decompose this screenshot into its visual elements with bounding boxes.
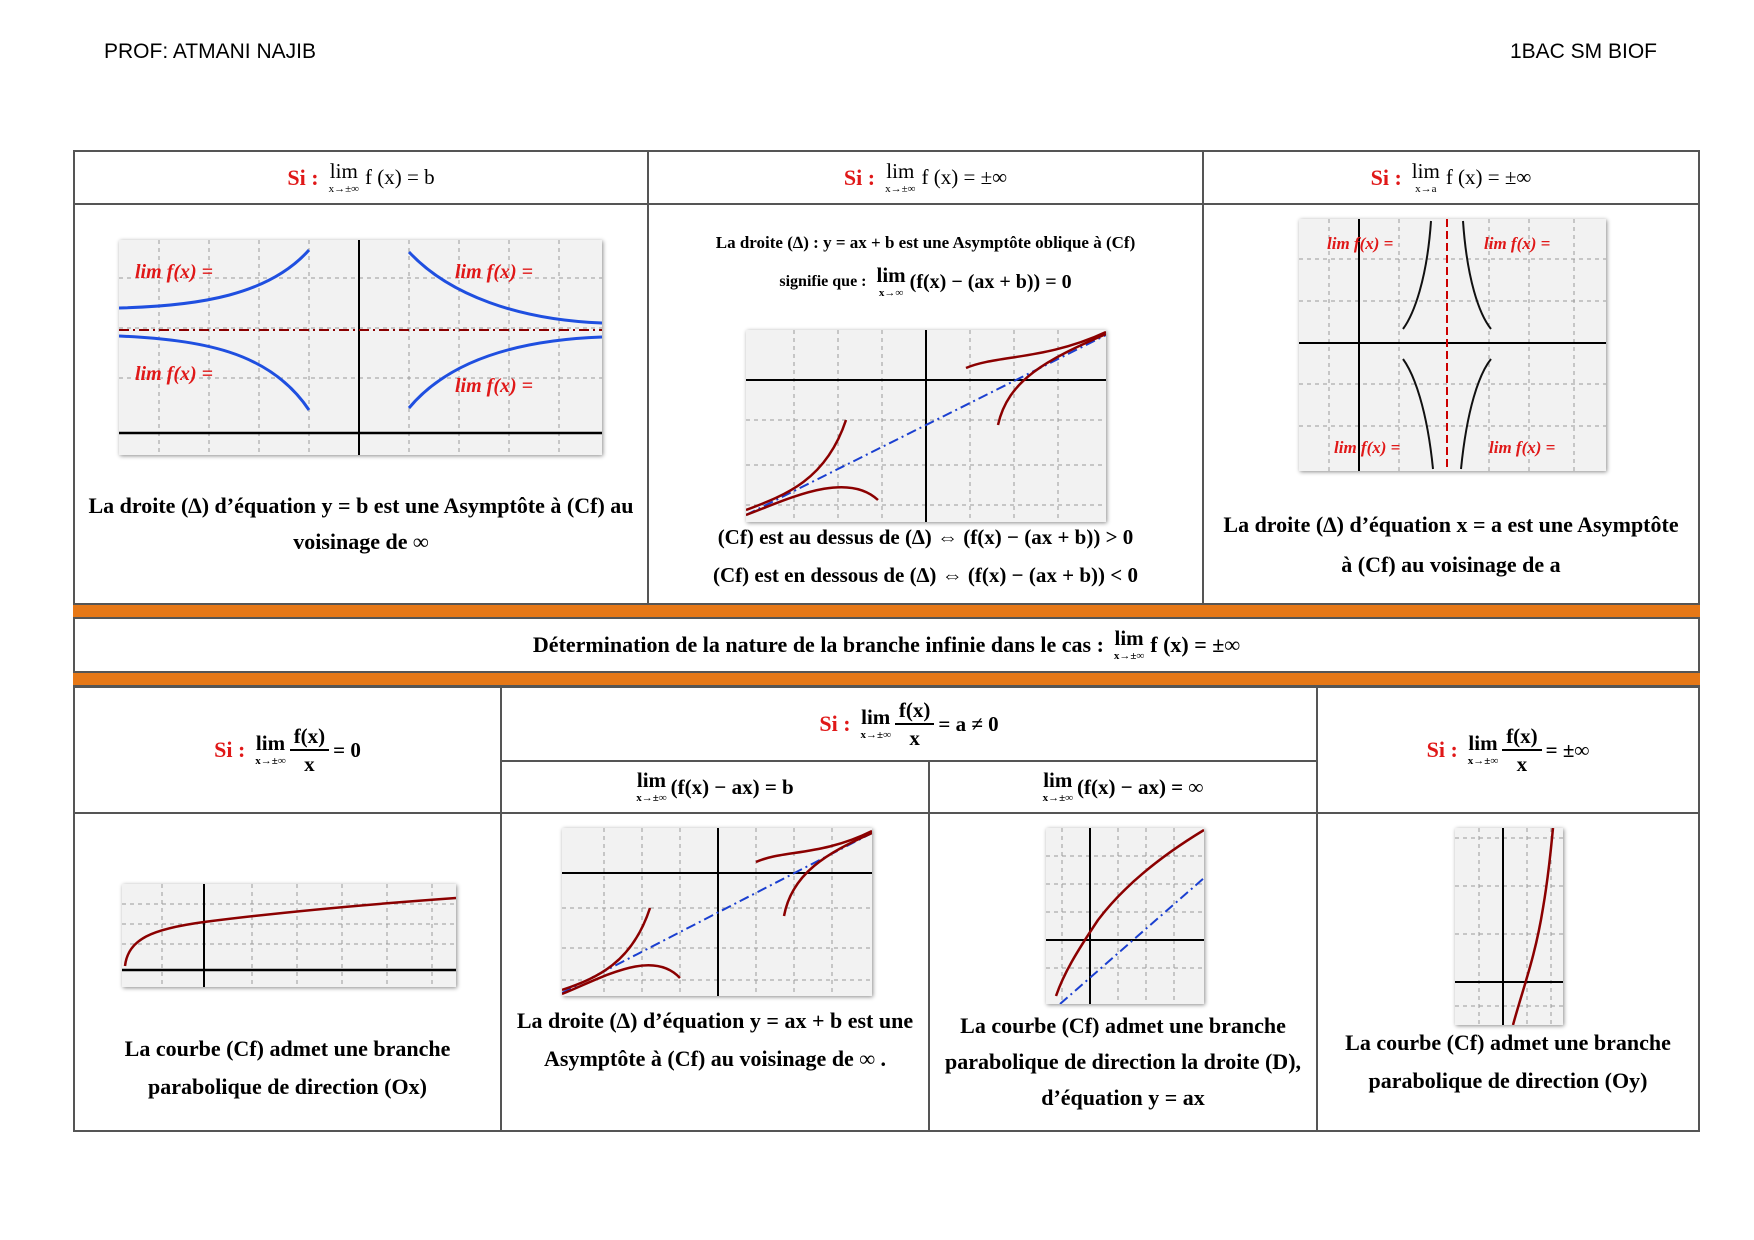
plot-label: lim f(x) = <box>135 363 214 385</box>
row1-col1-content <box>73 203 649 605</box>
row1-col1-condition <box>73 150 649 205</box>
row1-col2-condition <box>647 150 1204 205</box>
direction-oy-text: La courbe (Cf) admet une branche parabolique de direction (Oy) <box>1345 1030 1671 1093</box>
author-label: PROF: ATMANI NAJIB <box>104 40 316 63</box>
plot-label: lim f(x) = <box>1327 234 1394 253</box>
limit: lim x→±∞ <box>328 158 359 195</box>
direction-ox-plot <box>122 884 456 987</box>
limit: lim x→±∞ <box>885 158 916 195</box>
row2-col2a-content <box>500 812 930 1132</box>
direction-line-plot <box>1046 828 1204 1004</box>
condition-expr: f (x) = b <box>365 165 435 189</box>
row2-col1-content <box>73 812 502 1132</box>
condition-result: = ±∞ <box>1545 737 1590 762</box>
row2-col2a-condition: lim x→±∞ (f(x) − ax) = b <box>500 760 930 814</box>
plot-label: lim f(x) = <box>455 261 534 283</box>
plot-label: lim f(x) = <box>455 375 534 397</box>
row2-col2-condition: Si : lim x→±∞ $\frac{f(x)}{x}$ = a ≠ 0 <box>500 686 1318 762</box>
row2-col2b-condition: lim x→±∞ (f(x) − ax) = ∞ <box>928 760 1318 814</box>
below-condition: (Cf) est en dessous de (∆) ⇔ (f(x) − (ax + b)) < 0 <box>713 563 1138 587</box>
si-label: Si : <box>287 164 319 190</box>
vertical-asymptote-plot <box>1299 219 1606 471</box>
vertical-asymptote-text: La droite (∆) d’équation x = a est une Asymptôte à (Cf) au voisinage de a <box>1223 512 1679 577</box>
separator-band-bottom <box>73 672 1700 686</box>
direction-line-text: La courbe (Cf) admet une branche parabolique de direction la droite (D), d’équation y = ax <box>944 1013 1302 1110</box>
condition-result: = a ≠ 0 <box>938 711 999 736</box>
row2-col2b-content <box>928 812 1318 1132</box>
oblique-asymptote-plot <box>746 330 1106 522</box>
row2-col3-content <box>1316 812 1700 1132</box>
class-label: 1BAC SM BIOF <box>1509 40 1657 63</box>
row2-col1-condition: Si : lim x→±∞ $\frac{f(x)}{x}$ = 0 <box>73 686 502 814</box>
horizontal-asymptote-text: La droite (∆) d’équation y = b est une Asymptôte à (Cf) au voisinage de ∞ <box>88 493 634 554</box>
plot-label: lim f(x) = <box>1489 438 1556 457</box>
condition-expr: f (x) = ±∞ <box>1445 165 1532 189</box>
direction-oy-plot <box>1455 828 1563 1025</box>
plot-label: lim f(x) = <box>1334 438 1401 457</box>
row1-col3-condition <box>1202 150 1700 205</box>
plot-label: lim f(x) = <box>1484 234 1551 253</box>
direction-ox-text: La courbe (Cf) admet une branche parabolique de direction (Ox) <box>124 1036 451 1099</box>
row2-col3-condition: Si : lim x→±∞ $\frac{f(x)}{x}$ = ±∞ <box>1316 686 1700 814</box>
oblique-def-line1: La droite (∆) : y = ax + b est une Asymptôte oblique à (Cf) <box>715 233 1136 252</box>
above-condition: (Cf) est au dessus de (∆) ⇔ (f(x) − (ax + b)) > 0 <box>717 525 1134 549</box>
row1-col3-content <box>1202 203 1700 605</box>
si-label: Si : <box>819 711 851 736</box>
si-label: Si : <box>843 164 876 190</box>
plot-label: lim f(x) = <box>135 261 214 283</box>
horizontal-asymptote-plot <box>119 240 602 455</box>
si-label: Si : <box>1426 737 1458 762</box>
limit: lim x→a <box>1411 158 1440 195</box>
oblique-def-line2: signifie que : lim x→∞ (f(x) − (ax + b)) = 0 <box>779 263 1072 299</box>
oblique-asymptote-plot-2 <box>562 828 872 996</box>
si-label: Si : <box>214 737 246 762</box>
oblique-asymptote-text-2: La droite (∆) d’équation y = ax + b est une Asymptôte à (Cf) au voisinage de ∞ . <box>516 1008 914 1071</box>
condition-expr: f (x) = ±∞ <box>921 165 1008 189</box>
separator-band-top <box>73 604 1700 618</box>
row1-col2-content <box>647 203 1204 605</box>
limit: lim x→±∞ <box>1113 626 1145 662</box>
condition-result: = 0 <box>333 737 361 762</box>
si-label: Si : <box>1370 164 1402 190</box>
section-title: Détermination de la nature de la branche infinie dans le cas : lim x→±∞ f (x) = ±∞ <box>73 617 1700 673</box>
